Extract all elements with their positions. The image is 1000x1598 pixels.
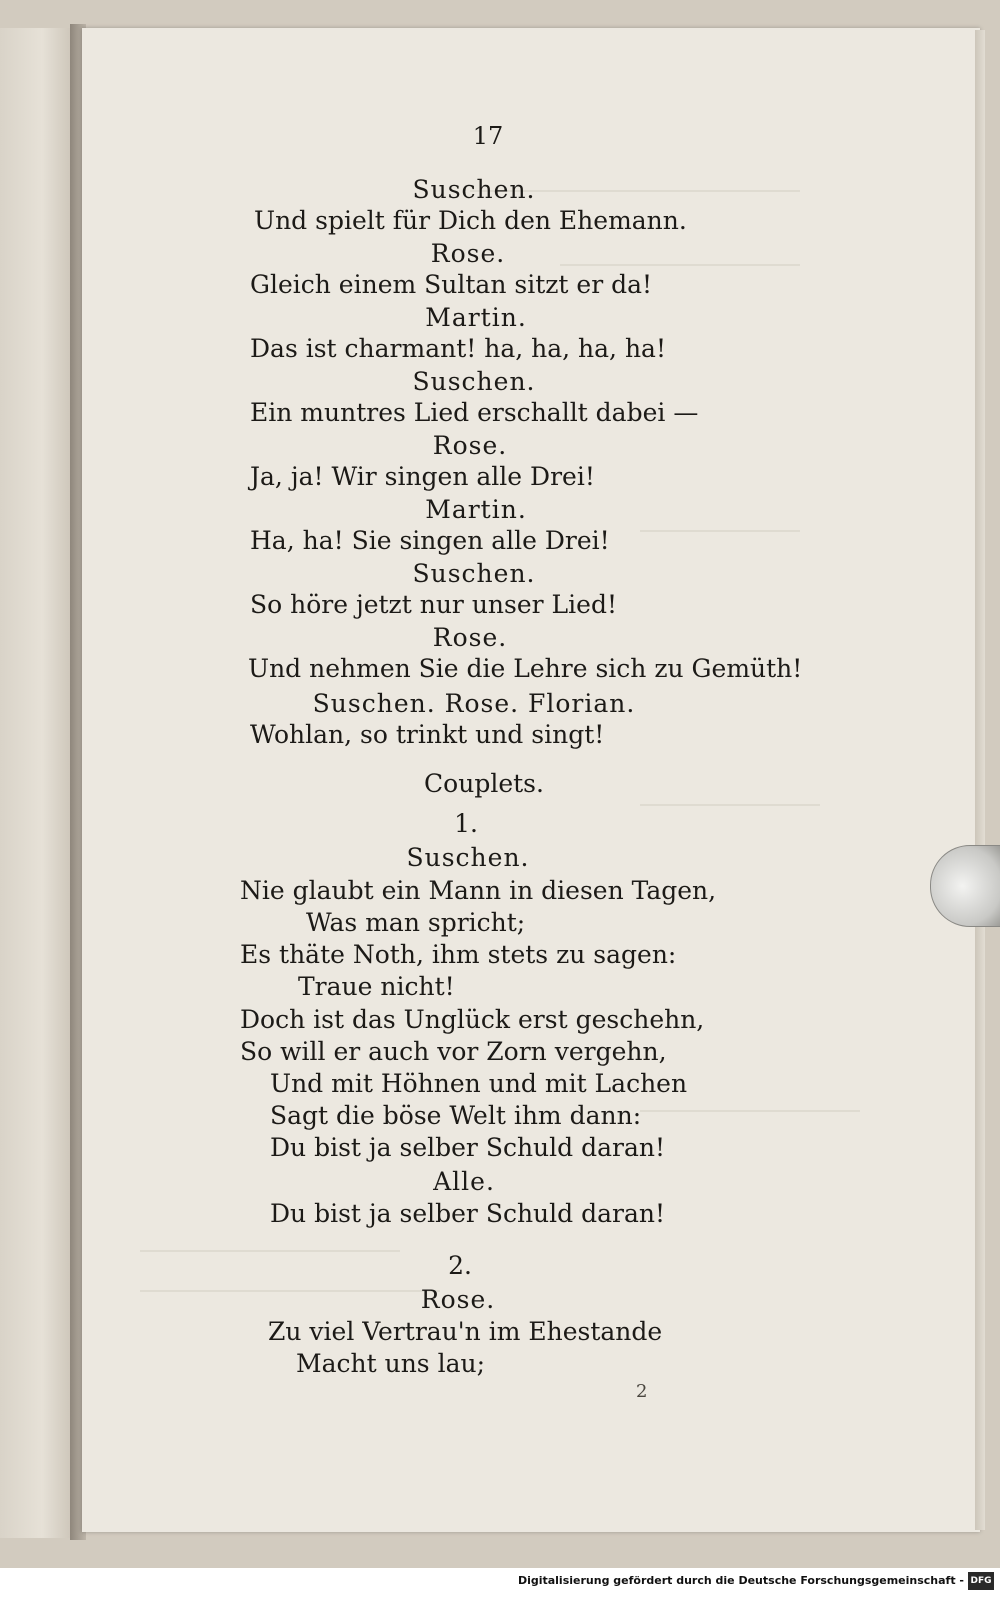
speaker-label: Rose. xyxy=(432,431,508,460)
signature-mark: 2 xyxy=(636,1381,648,1402)
speaker-label: Alle. xyxy=(433,1167,495,1196)
verse-line: Zu viel Vertrau'n im Ehestande xyxy=(268,1317,663,1346)
speaker-label: Suschen. xyxy=(412,559,536,588)
verse-line: Ein muntres Lied erschallt dabei — xyxy=(250,398,699,427)
page-number: 17 xyxy=(472,122,504,150)
speaker-label: Suschen. Rose. Florian. xyxy=(312,689,636,718)
speaker-label: Rose. xyxy=(420,1285,496,1314)
verse-line: Du bist ja selber Schuld daran! xyxy=(270,1133,666,1162)
verse-line: Und mit Höhnen und mit Lachen xyxy=(270,1069,688,1098)
stanza-number: 1. xyxy=(454,809,478,838)
section-heading: Couplets. xyxy=(424,769,544,798)
verse-line: Und spielt für Dich den Ehemann. xyxy=(254,206,687,235)
verse-line: Doch ist das Unglück erst geschehn, xyxy=(240,1005,705,1034)
speaker-label: Martin. xyxy=(425,495,527,524)
speaker-label: Martin. xyxy=(425,303,527,332)
verse-line: Macht uns lau; xyxy=(296,1349,486,1378)
verse-line: Ha, ha! Sie singen alle Drei! xyxy=(250,526,610,555)
verse-line: Ja, ja! Wir singen alle Drei! xyxy=(250,462,595,491)
speaker-label: Rose. xyxy=(430,239,506,268)
verse-line: Das ist charmant! ha, ha, ha, ha! xyxy=(250,334,667,363)
verse-line: Und nehmen Sie die Lehre sich zu Gemüth! xyxy=(248,654,803,683)
speaker-label: Suschen. xyxy=(406,843,530,872)
verse-line: Es thäte Noth, ihm stets zu sagen: xyxy=(240,940,677,969)
speaker-label: Suschen. xyxy=(412,175,536,204)
left-page-edge xyxy=(0,28,72,1538)
clip-marker xyxy=(930,845,1000,927)
speaker-label: Rose. xyxy=(432,623,508,652)
footer-bar xyxy=(0,1568,1000,1598)
speaker-label: Suschen. xyxy=(412,367,536,396)
verse-line: So höre jetzt nur unser Lied! xyxy=(250,590,617,619)
dfg-logo: DFG xyxy=(968,1572,994,1590)
verse-line: Traue nicht! xyxy=(298,972,455,1001)
verse-line: Gleich einem Sultan sitzt er da! xyxy=(250,270,653,299)
verse-line: So will er auch vor Zorn vergehn, xyxy=(240,1037,667,1066)
verse-line: Nie glaubt ein Mann in diesen Tagen, xyxy=(240,876,717,905)
footer-credit: Digitalisierung gefördert durch die Deutsche Forschungsgemeinschaft - xyxy=(517,1574,964,1587)
stanza-number: 2. xyxy=(448,1251,472,1280)
verse-line: Sagt die böse Welt ihm dann: xyxy=(270,1101,642,1130)
verse-line: Wohlan, so trinkt und singt! xyxy=(250,720,605,749)
verse-line: Du bist ja selber Schuld daran! xyxy=(270,1199,666,1228)
verse-line: Was man spricht; xyxy=(306,908,526,937)
page-edge xyxy=(975,30,985,1530)
